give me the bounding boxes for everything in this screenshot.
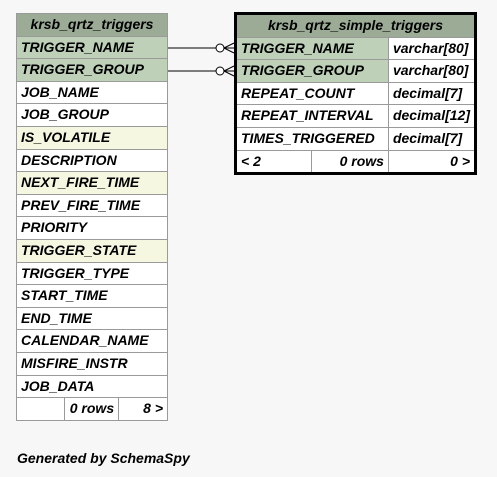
column-trigger-type[interactable]: TRIGGER_TYPE (17, 262, 168, 285)
footer-children[interactable]: 8 > (119, 398, 168, 421)
column-repeat-interval[interactable]: REPEAT_INTERVAL (236, 105, 389, 128)
column-trigger-name[interactable]: TRIGGER_NAME (17, 36, 168, 59)
column-job-data[interactable]: JOB_DATA (17, 375, 168, 398)
optional-marker (216, 44, 224, 52)
footer-row-count: 0 rows (311, 151, 388, 173)
column-next-fire-time[interactable]: NEXT_FIRE_TIME (17, 172, 168, 195)
column-is-volatile[interactable]: IS_VOLATILE (17, 126, 168, 149)
column-trigger-group[interactable]: TRIGGER_GROUP (17, 59, 168, 82)
crowfoot-marker (224, 43, 234, 48)
footer-parents[interactable]: < 2 (241, 152, 261, 169)
generated-by-text: Generated by SchemaSpy (17, 450, 190, 466)
column-misfire-instr[interactable]: MISFIRE_INSTR (17, 352, 168, 375)
crowfoot-marker (224, 66, 234, 71)
column-priority[interactable]: PRIORITY (17, 217, 168, 240)
column-times-triggered[interactable]: TIMES_TRIGGERED (236, 127, 389, 150)
footer-children[interactable]: 0 > (388, 150, 475, 174)
column-type: decimal[12] (388, 105, 475, 128)
column-prev-fire-time[interactable]: PREV_FIRE_TIME (17, 194, 168, 217)
column-type: decimal[7] (388, 82, 475, 105)
column-type: decimal[7] (388, 127, 475, 150)
table-title[interactable]: krsb_qrtz_simple_triggers (236, 14, 476, 38)
column-description[interactable]: DESCRIPTION (17, 149, 168, 172)
optional-marker (216, 67, 224, 75)
column-calendar-name[interactable]: CALENDAR_NAME (17, 330, 168, 353)
column-trigger-state[interactable]: TRIGGER_STATE (17, 239, 168, 262)
column-type: varchar[80] (388, 37, 475, 60)
column-job-name[interactable]: JOB_NAME (17, 81, 168, 104)
table-title[interactable]: krsb_qrtz_triggers (17, 14, 168, 37)
column-job-group[interactable]: JOB_GROUP (17, 104, 168, 127)
column-trigger-group[interactable]: TRIGGER_GROUP (236, 60, 389, 83)
column-end-time[interactable]: END_TIME (17, 307, 168, 330)
footer-row-count: 0 rows (65, 398, 119, 421)
column-trigger-name[interactable]: TRIGGER_NAME (236, 37, 389, 60)
column-start-time[interactable]: START_TIME (17, 285, 168, 308)
column-type: varchar[80] (388, 60, 475, 83)
column-repeat-count[interactable]: REPEAT_COUNT (236, 82, 389, 105)
